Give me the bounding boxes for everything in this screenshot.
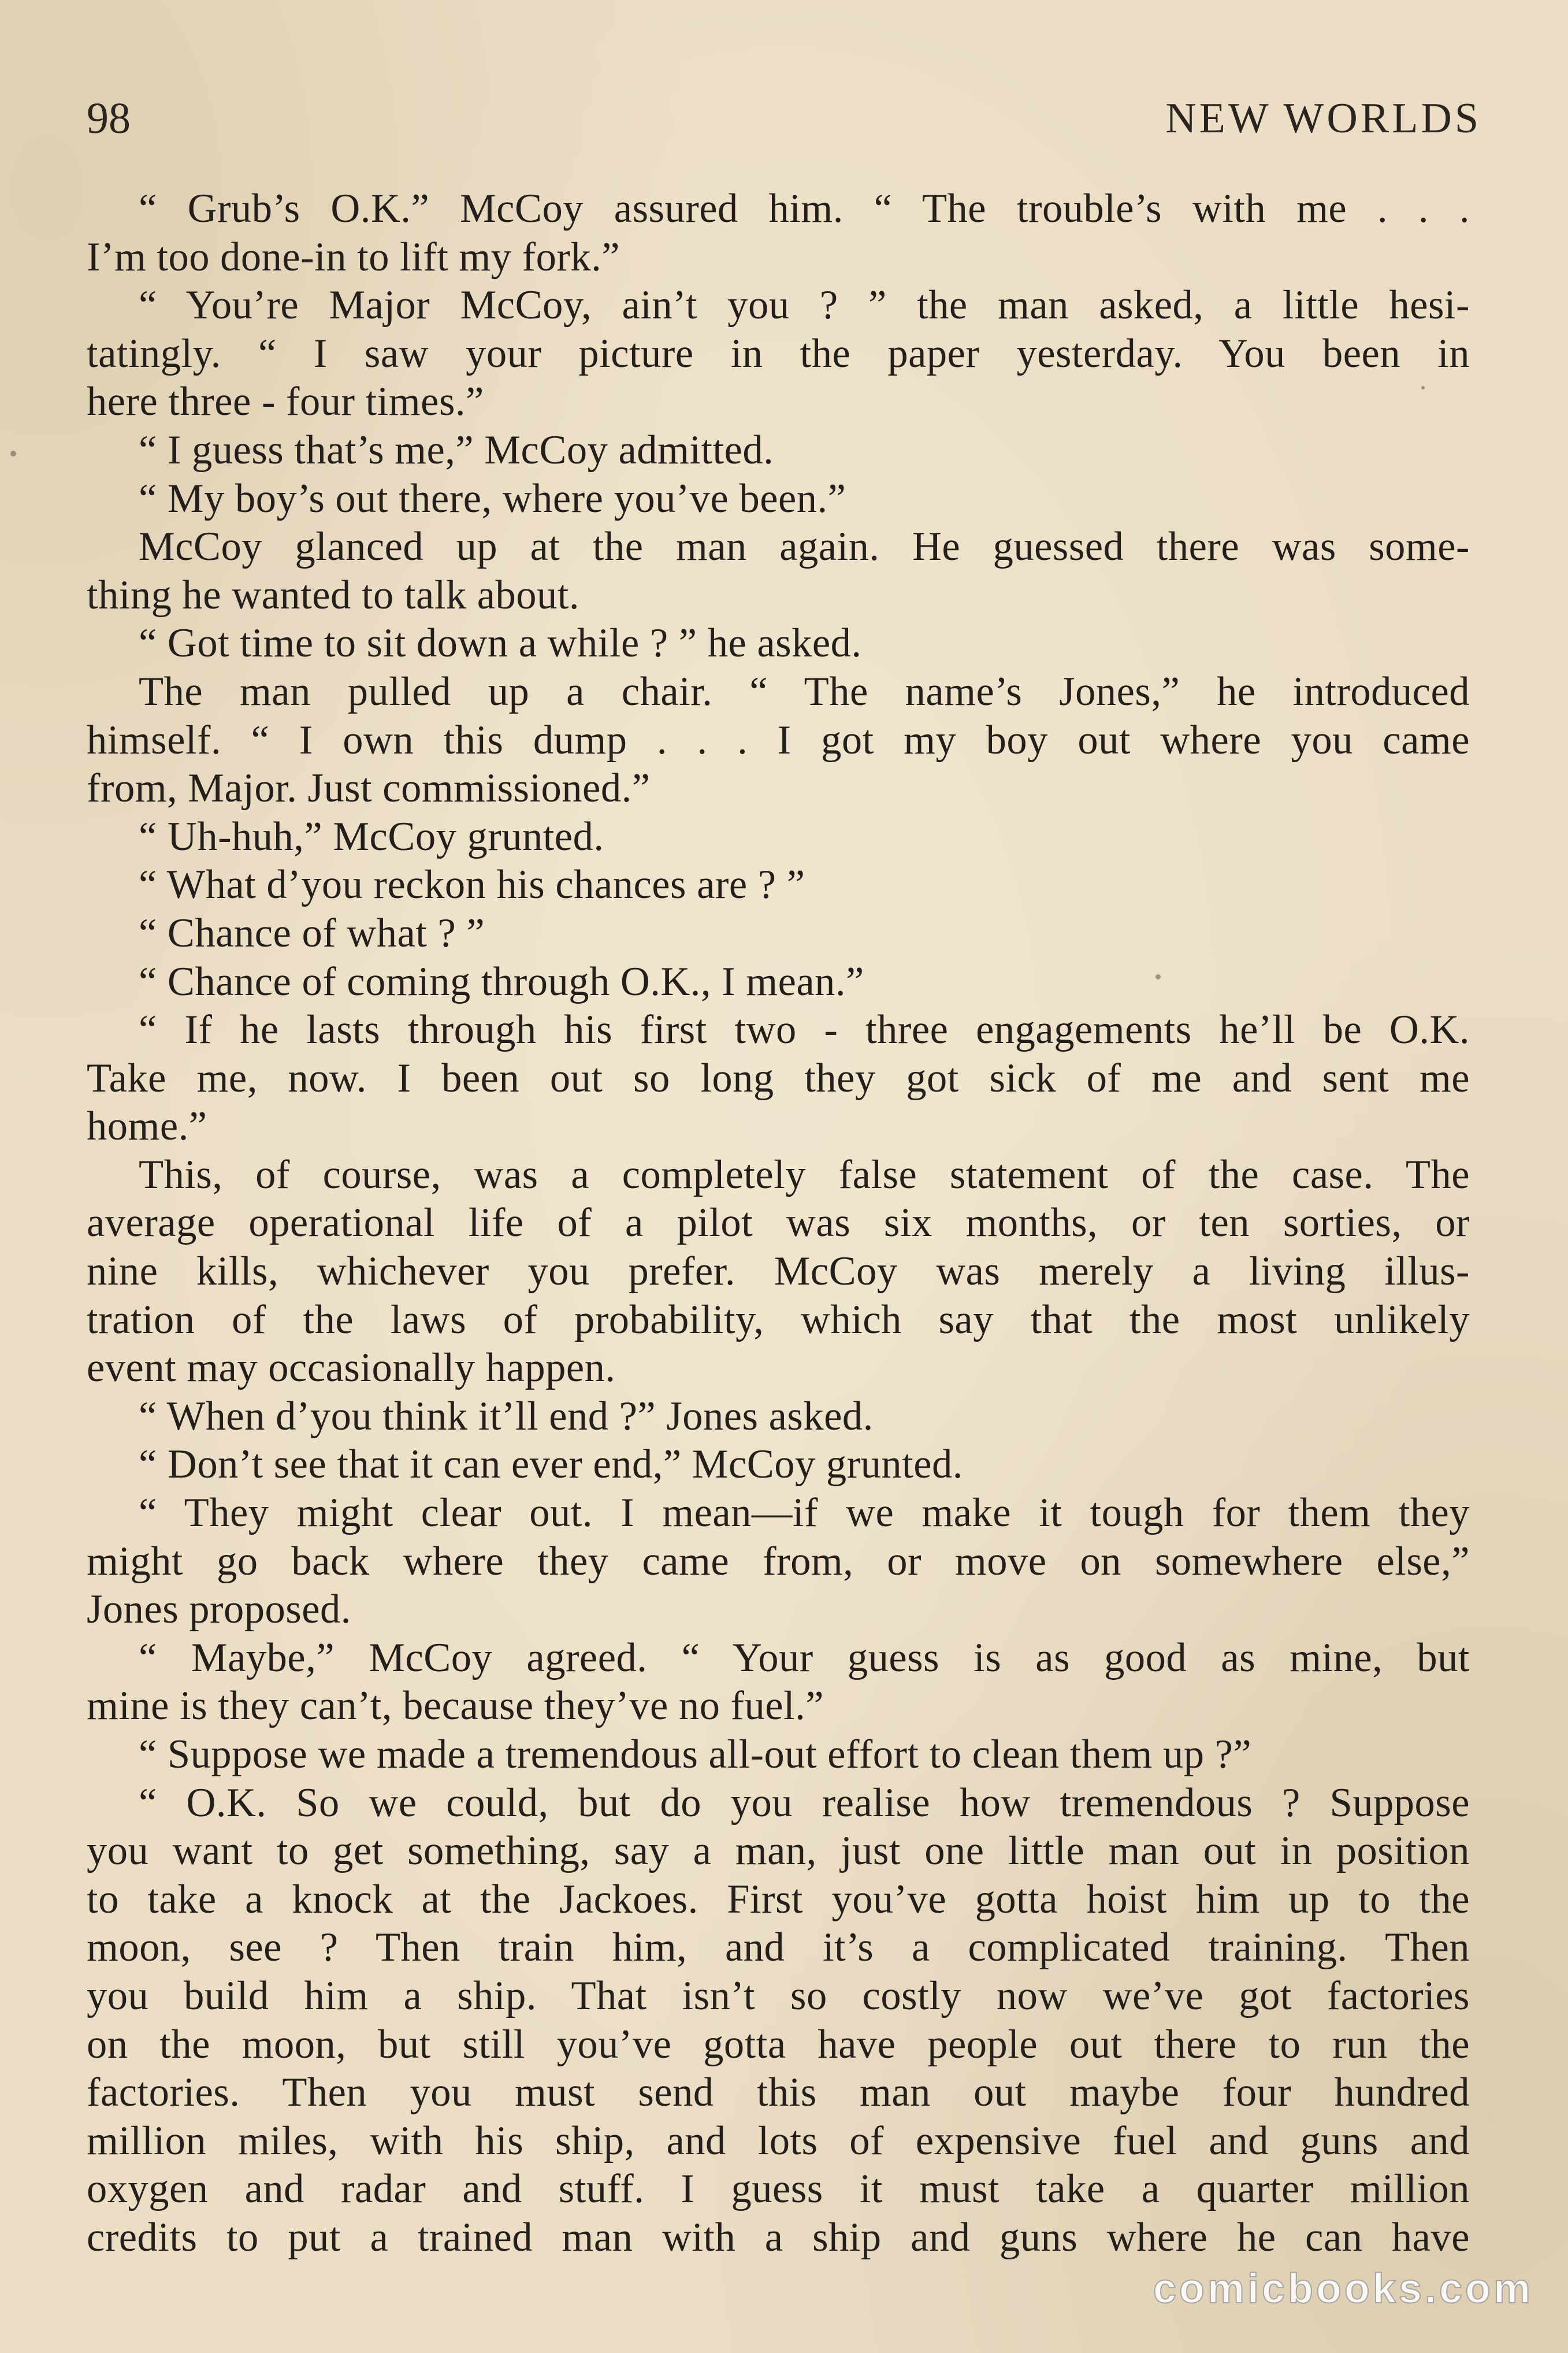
text-line: This, of course, was a completely false statement of the case. The [139, 1152, 1470, 1197]
text-line: himself. “ I own this dump . . . I got my boy out where you came [87, 717, 1470, 763]
text-line: moon, see ? Then train him, and it’s a complicated training. Then [87, 1925, 1470, 1970]
body-text [87, 185, 1470, 2262]
text-line: “ My boy’s out there, where you’ve been.” [139, 476, 846, 521]
text-line: on the moon, but still you’ve gotta have people out there to run the [87, 2021, 1470, 2067]
text-line: “ What d’you reckon his chances are ? ” [139, 862, 805, 908]
text-line: “ Maybe,” McCoy agreed. “ Your guess is as good as mine, but [139, 1635, 1470, 1680]
text-line: “ Chance of what ? ” [139, 910, 485, 956]
text-line: home.” [87, 1104, 207, 1149]
text-line: here three - four times.” [87, 379, 484, 425]
text-line: Jones proposed. [87, 1587, 351, 1632]
text-line: average operational life of a pilot was six months, or ten sorties, or [87, 1200, 1470, 1246]
text-line: “ If he lasts through his first two - three engagements he’ll be O.K. [139, 1007, 1470, 1053]
page-number: 98 [87, 94, 131, 143]
text-line: nine kills, whichever you prefer. McCoy was merely a living illus- [87, 1249, 1470, 1294]
text-line: might go back where they came from, or move on somewhere else,” [87, 1538, 1470, 1584]
text-line: credits to put a trained man with a ship and guns where he can have [87, 2214, 1470, 2260]
text-line: “ When d’you think it’ll end ?” Jones asked. [139, 1393, 874, 1439]
text-line: million miles, with his ship, and lots of expensive fuel and guns and [87, 2118, 1470, 2163]
text-line: “ I guess that’s me,” McCoy admitted. [139, 427, 774, 473]
paper-speck [10, 451, 16, 457]
text-line: “ Grub’s O.K.” McCoy assured him. “ The trouble’s with me . . . [139, 186, 1470, 231]
text-line: to take a knock at the Jackoes. First you’ve gotta hoist him up to the [87, 1876, 1470, 1922]
text-line: you build him a ship. That isn’t so costly now we’ve got factories [87, 1973, 1470, 2018]
paper-speck [1155, 974, 1161, 979]
text-line: mine is they can’t, because they’ve no fuel.” [87, 1683, 824, 1729]
text-line: Take me, now. I been out so long they got sick of me and sent me [87, 1055, 1470, 1101]
text-line: event may occasionally happen. [87, 1345, 616, 1391]
text-line: “ They might clear out. I mean—if we make it tough for them they [139, 1490, 1470, 1536]
text-line: The man pulled up a chair. “ The name’s Jones,” he introduced [139, 669, 1470, 714]
paper-speck [1421, 386, 1425, 389]
watermark: comicbooks.com [1153, 2266, 1533, 2312]
text-line: from, Major. Just commissioned.” [87, 766, 651, 811]
text-line: “ Suppose we made a tremendous all-out effort to clean them up ?” [139, 1732, 1252, 1777]
text-line: tatingly. “ I saw your picture in the paper yesterday. You been in [87, 331, 1470, 376]
running-head: NEW WORLDS [1165, 95, 1481, 142]
text-line: you want to get something, say a man, just one little man out in position [87, 1828, 1470, 1874]
text-line: factories. Then you must send this man out maybe four hundred [87, 2070, 1470, 2116]
text-line: “ You’re Major McCoy, ain’t you ? ” the man asked, a little hesi- [139, 283, 1470, 328]
text-line: McCoy glanced up at the man again. He guessed there was some- [139, 524, 1470, 570]
text-line: tration of the laws of probability, which say that the most unlikely [87, 1297, 1470, 1342]
text-line: oxygen and radar and stuff. I guess it must take a quarter million [87, 2166, 1470, 2212]
text-line: “ Uh-huh,” McCoy grunted. [139, 814, 604, 859]
text-line: I’m too done-in to lift my fork.” [87, 234, 620, 280]
text-line: “ Don’t see that it can ever end,” McCoy grunted. [139, 1442, 963, 1487]
text-line: thing he wanted to talk about. [87, 572, 579, 618]
text-line: “ Got time to sit down a while ? ” he asked. [139, 621, 862, 666]
text-line: “ Chance of coming through O.K., I mean.” [139, 959, 864, 1004]
page-header [87, 87, 1481, 150]
text-line: “ O.K. So we could, but do you realise how tremendous ? Suppose [139, 1780, 1470, 1825]
